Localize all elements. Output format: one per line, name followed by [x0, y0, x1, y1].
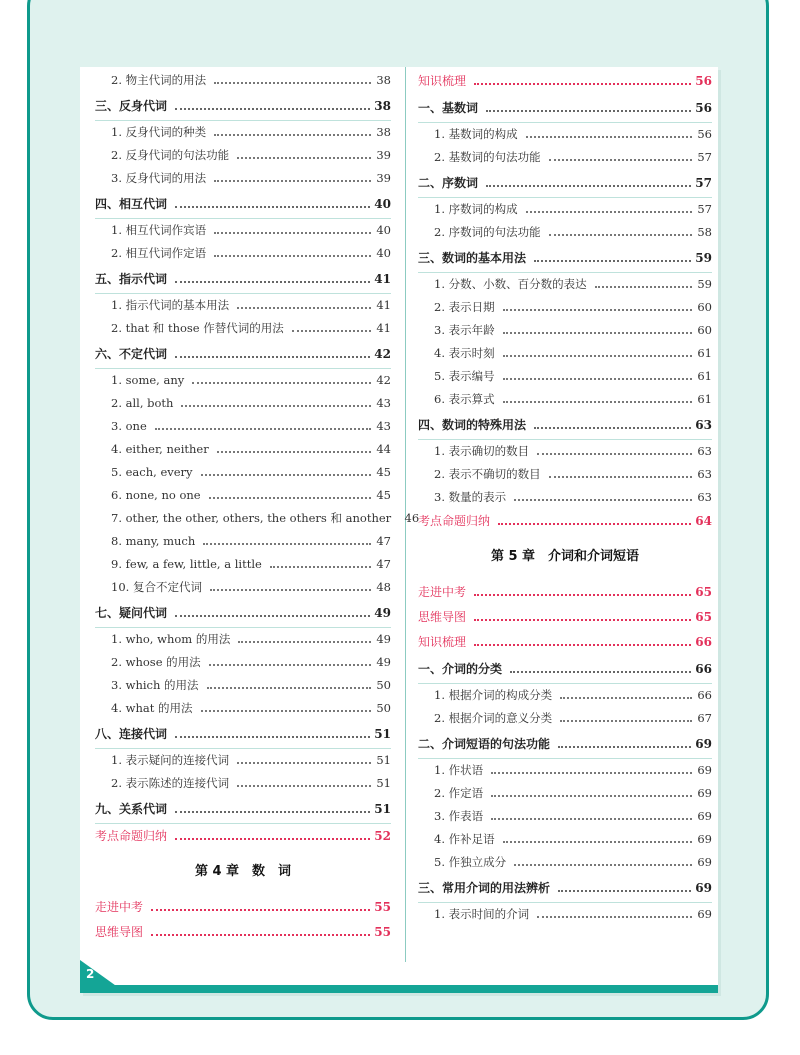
toc-highlight-row[interactable]: [95, 920, 391, 945]
dot-leader: [237, 762, 371, 764]
toc-item-row[interactable]: [418, 903, 712, 926]
toc-item-row[interactable]: [95, 219, 391, 242]
toc-item-row[interactable]: [95, 438, 391, 461]
toc-item-row[interactable]: [95, 167, 391, 190]
toc-item-row[interactable]: [418, 342, 712, 365]
toc-entry-title: 1. 序数词的构成: [434, 202, 518, 216]
toc-page-number: 49: [374, 606, 391, 620]
toc-page-number: 57: [695, 176, 712, 190]
toc-entry-title: 五、指示代词: [95, 272, 168, 286]
dot-leader: [155, 428, 371, 430]
toc-entry-title: 1. 指示代词的基本用法: [111, 298, 230, 312]
toc-section-row[interactable]: [95, 795, 391, 824]
toc-page-number: 63: [695, 418, 712, 432]
toc-page-number: 51: [374, 802, 391, 816]
dot-leader: [474, 83, 691, 85]
toc-section-row[interactable]: [418, 874, 712, 903]
toc-page-number: 45: [376, 465, 391, 479]
dot-leader: [558, 746, 691, 748]
toc-page-number: 63: [697, 467, 712, 481]
toc-section-row[interactable]: [95, 340, 391, 369]
toc-entry-title: 2. 物主代词的用法: [111, 73, 207, 87]
toc-entry-title: 四、数词的特殊用法: [418, 418, 527, 432]
toc-entry-title: 2. 基数词的句法功能: [434, 150, 541, 164]
toc-entry-title: 2. 作定语: [434, 786, 484, 800]
toc-item-row[interactable]: [95, 576, 391, 599]
toc-entry-title: 4. what 的用法: [111, 701, 193, 715]
toc-highlight-row[interactable]: [418, 605, 712, 630]
toc-item-row[interactable]: [418, 684, 712, 707]
dot-leader: [175, 356, 370, 358]
toc-item-row[interactable]: [95, 121, 391, 144]
toc-item-row[interactable]: [95, 553, 391, 576]
dot-leader: [201, 710, 371, 712]
toc-entry-title: 9. few, a few, little, a little: [111, 557, 262, 571]
toc-page-number: 69: [697, 809, 712, 823]
toc-item-row[interactable]: [418, 486, 712, 509]
toc-entry-title: 7. other, the other, others, the others 和 another: [111, 511, 392, 525]
dot-leader: [175, 838, 370, 840]
toc-entry-title: 10. 复合不定代词: [111, 580, 202, 594]
dot-leader: [175, 736, 370, 738]
toc-page-number: 41: [376, 298, 391, 312]
toc-page-number: 43: [376, 419, 391, 433]
dot-leader: [207, 687, 371, 689]
toc-item-row[interactable]: [95, 369, 391, 392]
toc-item-row[interactable]: [418, 828, 712, 851]
toc-page-number: 40: [376, 223, 391, 237]
dot-leader: [560, 697, 692, 699]
toc-section-row[interactable]: [418, 730, 712, 759]
toc-page-number: 51: [376, 776, 391, 790]
toc-entry-title: 六、不定代词: [95, 347, 168, 361]
dot-leader: [209, 664, 371, 666]
dot-leader: [549, 159, 692, 161]
dot-leader: [214, 255, 371, 257]
toc-page-number: 69: [697, 786, 712, 800]
dot-leader: [217, 451, 371, 453]
toc-section-row[interactable]: [418, 169, 712, 198]
toc-entry-title: 4. either, neither: [111, 442, 209, 456]
toc-entry-title: 5. each, every: [111, 465, 193, 479]
dot-leader: [486, 185, 691, 187]
toc-page-number: 49: [376, 632, 391, 646]
toc-entry-title: 2. 表示陈述的连接代词: [111, 776, 230, 790]
toc-page-number: 39: [376, 148, 391, 162]
toc-page-number: 57: [697, 202, 712, 216]
toc-item-row[interactable]: [418, 707, 712, 730]
toc-entry-title: 三、数词的基本用法: [418, 251, 527, 265]
toc-page-number: 61: [697, 346, 712, 360]
dot-leader: [491, 795, 692, 797]
toc-entry-title: 走进中考: [418, 585, 467, 599]
toc-section-row[interactable]: [418, 94, 712, 123]
toc-entry-title: 思维导图: [95, 925, 144, 939]
toc-entry-title: 3. 数量的表示: [434, 490, 507, 504]
toc-entry-title: 2. all, both: [111, 396, 174, 410]
toc-item-row[interactable]: [418, 123, 712, 146]
dot-leader: [503, 309, 692, 311]
dot-leader: [514, 499, 692, 501]
toc-item-row[interactable]: [418, 782, 712, 805]
dot-leader: [151, 909, 370, 911]
toc-entry-title: 八、连接代词: [95, 727, 168, 741]
dot-leader: [526, 211, 692, 213]
toc-entry-title: 5. 表示编号: [434, 369, 495, 383]
toc-item-row[interactable]: [418, 463, 712, 486]
dot-leader: [514, 864, 692, 866]
dot-leader: [175, 811, 370, 813]
toc-entry-title: 1. 反身代词的种类: [111, 125, 207, 139]
toc-item-row[interactable]: [418, 146, 712, 169]
toc-entry-title: 2. 序数词的句法功能: [434, 225, 541, 239]
toc-page-number: 57: [697, 150, 712, 164]
dot-leader: [510, 671, 691, 673]
toc-page-number: 63: [697, 490, 712, 504]
toc-page-number: 46: [404, 511, 420, 525]
toc-page-number: 47: [376, 534, 391, 548]
toc-item-row[interactable]: [95, 317, 391, 340]
toc-entry-title: 九、关系代词: [95, 802, 168, 816]
toc-page-number: 48: [376, 580, 391, 594]
toc-entry-title: 知识梳理: [418, 74, 467, 88]
toc-page-number: 63: [697, 444, 712, 458]
toc-entry-title: 1. 相互代词作宾语: [111, 223, 207, 237]
toc-item-row[interactable]: [418, 440, 712, 463]
toc-page-number: 59: [697, 277, 712, 291]
toc-entry-title: 四、相互代词: [95, 197, 168, 211]
toc-entry-title: 3. 反身代词的用法: [111, 171, 207, 185]
toc-section-row[interactable]: [95, 599, 391, 628]
toc-highlight-row[interactable]: [418, 509, 712, 534]
toc-entry-title: 6. 表示算式: [434, 392, 495, 406]
dot-leader: [214, 232, 371, 234]
toc-item-row[interactable]: [95, 772, 391, 795]
dot-leader: [192, 382, 371, 384]
dot-leader: [201, 474, 371, 476]
toc-page-number: 38: [376, 125, 391, 139]
dot-leader: [558, 890, 691, 892]
toc-page-number: 39: [376, 171, 391, 185]
toc-entry-title: 七、疑问代词: [95, 606, 168, 620]
toc-page-number: 69: [695, 737, 712, 751]
toc-entry-title: 考点命题归纳: [418, 514, 491, 528]
toc-item-row[interactable]: [95, 144, 391, 167]
toc-page-number: 69: [697, 832, 712, 846]
dot-leader: [526, 136, 692, 138]
toc-item-row[interactable]: [418, 221, 712, 244]
toc-section-row[interactable]: [95, 92, 391, 121]
toc-page-number: 42: [374, 347, 391, 361]
toc-entry-title: 三、反身代词: [95, 99, 168, 113]
toc-entry-title: 1. 表示时间的介词: [434, 907, 530, 921]
toc-page-number: 61: [697, 392, 712, 406]
toc-page-number: 41: [376, 321, 391, 335]
dot-leader: [595, 286, 692, 288]
toc-left-column: [95, 69, 420, 945]
toc-page-number: 51: [376, 753, 391, 767]
toc-entry-title: 2. that 和 those 作替代词的用法: [111, 321, 284, 335]
dot-leader: [503, 378, 692, 380]
toc-page-number: 56: [695, 101, 712, 115]
dot-leader: [181, 405, 371, 407]
toc-item-row[interactable]: [95, 697, 391, 720]
toc-item-row[interactable]: [95, 674, 391, 697]
toc-page-number: 59: [695, 251, 712, 265]
toc-entry-title: 知识梳理: [418, 635, 467, 649]
toc-page-number: 56: [695, 74, 712, 88]
toc-page-number: 64: [695, 514, 712, 528]
dot-leader: [210, 589, 371, 591]
toc-page-number: 69: [697, 763, 712, 777]
toc-entry-title: 3. one: [111, 419, 147, 433]
dot-leader: [537, 453, 692, 455]
toc-page-number: 40: [374, 197, 391, 211]
toc-page-number: 45: [376, 488, 391, 502]
toc-entry-title: 走进中考: [95, 900, 144, 914]
toc-section-row[interactable]: [95, 720, 391, 749]
toc-page-number: 66: [697, 688, 712, 702]
toc-entry-title: 三、常用介词的用法辨析: [418, 881, 551, 895]
dot-leader: [491, 772, 692, 774]
toc-entry-title: 1. 表示疑问的连接代词: [111, 753, 230, 767]
dot-leader: [175, 281, 370, 283]
dot-leader: [237, 307, 371, 309]
toc-highlight-row[interactable]: [418, 69, 712, 94]
toc-page-number: 40: [376, 246, 391, 260]
toc-entry-title: 8. many, much: [111, 534, 196, 548]
toc-highlight-row[interactable]: [418, 580, 712, 605]
dot-leader: [537, 916, 692, 918]
dot-leader: [474, 619, 691, 621]
toc-page-number: 43: [376, 396, 391, 410]
toc-entry-title: 5. 作独立成分: [434, 855, 507, 869]
dot-leader: [238, 641, 371, 643]
bottom-bar: [80, 985, 718, 993]
toc-entry-title: 3. 作表语: [434, 809, 484, 823]
toc-page-number: 67: [697, 711, 712, 725]
toc-section-row[interactable]: [418, 244, 712, 273]
toc-item-row[interactable]: [95, 484, 391, 507]
toc-item-row[interactable]: [95, 749, 391, 772]
toc-entry-title: 6. none, no one: [111, 488, 201, 502]
toc-entry-title: 1. 基数词的构成: [434, 127, 518, 141]
toc-entry-title: 4. 作补足语: [434, 832, 495, 846]
toc-page-number: 60: [697, 323, 712, 337]
toc-item-row[interactable]: [95, 507, 420, 530]
toc-page-number: 52: [374, 829, 391, 843]
page-number: 2: [86, 967, 95, 981]
toc-entry-title: 2. whose 的用法: [111, 655, 201, 669]
toc-entry-title: 2. 相互代词作定语: [111, 246, 207, 260]
toc-entry-title: 1. 作状语: [434, 763, 484, 777]
toc-page-number: 69: [697, 907, 712, 921]
toc-page-number: 50: [376, 678, 391, 692]
dot-leader: [203, 543, 371, 545]
toc-entry-title: 1. 根据介词的构成分类: [434, 688, 553, 702]
dot-leader: [270, 566, 371, 568]
toc-page-number: 38: [376, 73, 391, 87]
toc-entry-title: 1. who, whom 的用法: [111, 632, 231, 646]
toc-entry-title: 4. 表示时刻: [434, 346, 495, 360]
dot-leader: [549, 476, 692, 478]
toc-entry-title: 1. 分数、小数、百分数的表达: [434, 277, 587, 291]
toc-entry-title: 二、介词短语的句法功能: [418, 737, 551, 751]
toc-item-row[interactable]: [95, 628, 391, 651]
toc-item-row[interactable]: [418, 388, 712, 411]
toc-page-number: 44: [376, 442, 391, 456]
dot-leader: [237, 157, 371, 159]
toc-page-number: 60: [697, 300, 712, 314]
chapter-heading: 第 5 章 介词和介词短语: [490, 549, 640, 564]
toc-page-number: 65: [695, 610, 712, 624]
toc-page-number: 51: [374, 727, 391, 741]
toc-entry-title: 3. which 的用法: [111, 678, 199, 692]
toc-item-row[interactable]: [95, 461, 391, 484]
toc-page-number: 55: [374, 925, 391, 939]
toc-entry-title: 2. 反身代词的句法功能: [111, 148, 230, 162]
toc-entry-title: 思维导图: [418, 610, 467, 624]
toc-item-row[interactable]: [418, 365, 712, 388]
dot-leader: [175, 206, 370, 208]
toc-item-row[interactable]: [418, 805, 712, 828]
dot-leader: [560, 720, 692, 722]
toc-entry-title: 二、序数词: [418, 176, 479, 190]
dot-leader: [503, 401, 692, 403]
toc-item-row[interactable]: [95, 294, 391, 317]
toc-item-row[interactable]: [418, 759, 712, 782]
toc-highlight-row[interactable]: [418, 630, 712, 655]
dot-leader: [175, 615, 370, 617]
toc-item-row[interactable]: [95, 651, 391, 674]
dot-leader: [498, 523, 691, 525]
toc-item-row[interactable]: [418, 851, 712, 874]
toc-page-number: 38: [374, 99, 391, 113]
dot-leader: [474, 644, 691, 646]
toc-section-row[interactable]: [418, 411, 712, 440]
dot-leader: [474, 594, 691, 596]
dot-leader: [534, 427, 691, 429]
dot-leader: [491, 818, 692, 820]
toc-page-number: 56: [697, 127, 712, 141]
toc-page-number: 61: [697, 369, 712, 383]
toc-item-row[interactable]: [95, 415, 391, 438]
dot-leader: [214, 82, 371, 84]
toc-entry-title: 一、介词的分类: [418, 662, 503, 676]
toc-entry-title: 2. 根据介词的意义分类: [434, 711, 553, 725]
toc-page-number: 66: [695, 635, 712, 649]
toc-entry-title: 考点命题归纳: [95, 829, 168, 843]
dot-leader: [214, 180, 371, 182]
toc-page-number: 49: [376, 655, 391, 669]
toc-page-number: 41: [374, 272, 391, 286]
dot-leader: [292, 330, 371, 332]
chapter-heading: 第 4 章 数 词: [194, 864, 292, 879]
dot-leader: [503, 355, 692, 357]
toc-entry-title: 2. 表示日期: [434, 300, 495, 314]
dot-leader: [503, 841, 692, 843]
toc-page-number: 47: [376, 557, 391, 571]
toc-item-row[interactable]: [95, 242, 391, 265]
dot-leader: [209, 497, 371, 499]
toc-entry-title: 1. some, any: [111, 373, 185, 387]
toc-item-row[interactable]: [95, 69, 391, 92]
toc-item-row[interactable]: [418, 296, 712, 319]
dot-leader: [151, 934, 370, 936]
toc-page-number: 42: [376, 373, 391, 387]
toc-item-row[interactable]: [418, 198, 712, 221]
toc-page-number: 58: [697, 225, 712, 239]
toc-section-row[interactable]: [418, 655, 712, 684]
dot-leader: [237, 785, 371, 787]
dot-leader: [486, 110, 691, 112]
toc-item-row[interactable]: [418, 319, 712, 342]
toc-item-row[interactable]: [418, 273, 712, 296]
dot-leader: [549, 234, 692, 236]
toc-page-number: 69: [697, 855, 712, 869]
toc-entry-title: 一、基数词: [418, 101, 479, 115]
toc-right-column: [418, 69, 712, 926]
toc-page-number: 65: [695, 585, 712, 599]
toc-section-row[interactable]: [95, 265, 391, 294]
toc-highlight-row[interactable]: [95, 895, 391, 920]
toc-page-number: 69: [695, 881, 712, 895]
dot-leader: [214, 134, 371, 136]
toc-highlight-row[interactable]: [95, 824, 391, 849]
dot-leader: [503, 332, 692, 334]
toc-section-row[interactable]: [95, 190, 391, 219]
toc-entry-title: 1. 表示确切的数目: [434, 444, 530, 458]
toc-page-number: 55: [374, 900, 391, 914]
dot-leader: [175, 108, 370, 110]
toc-page-number: 66: [695, 662, 712, 676]
toc-entry-title: 2. 表示不确切的数目: [434, 467, 541, 481]
toc-entry-title: 3. 表示年龄: [434, 323, 495, 337]
toc-item-row[interactable]: [95, 392, 391, 415]
dot-leader: [534, 260, 691, 262]
toc-item-row[interactable]: [95, 530, 391, 553]
toc-page-number: 50: [376, 701, 391, 715]
